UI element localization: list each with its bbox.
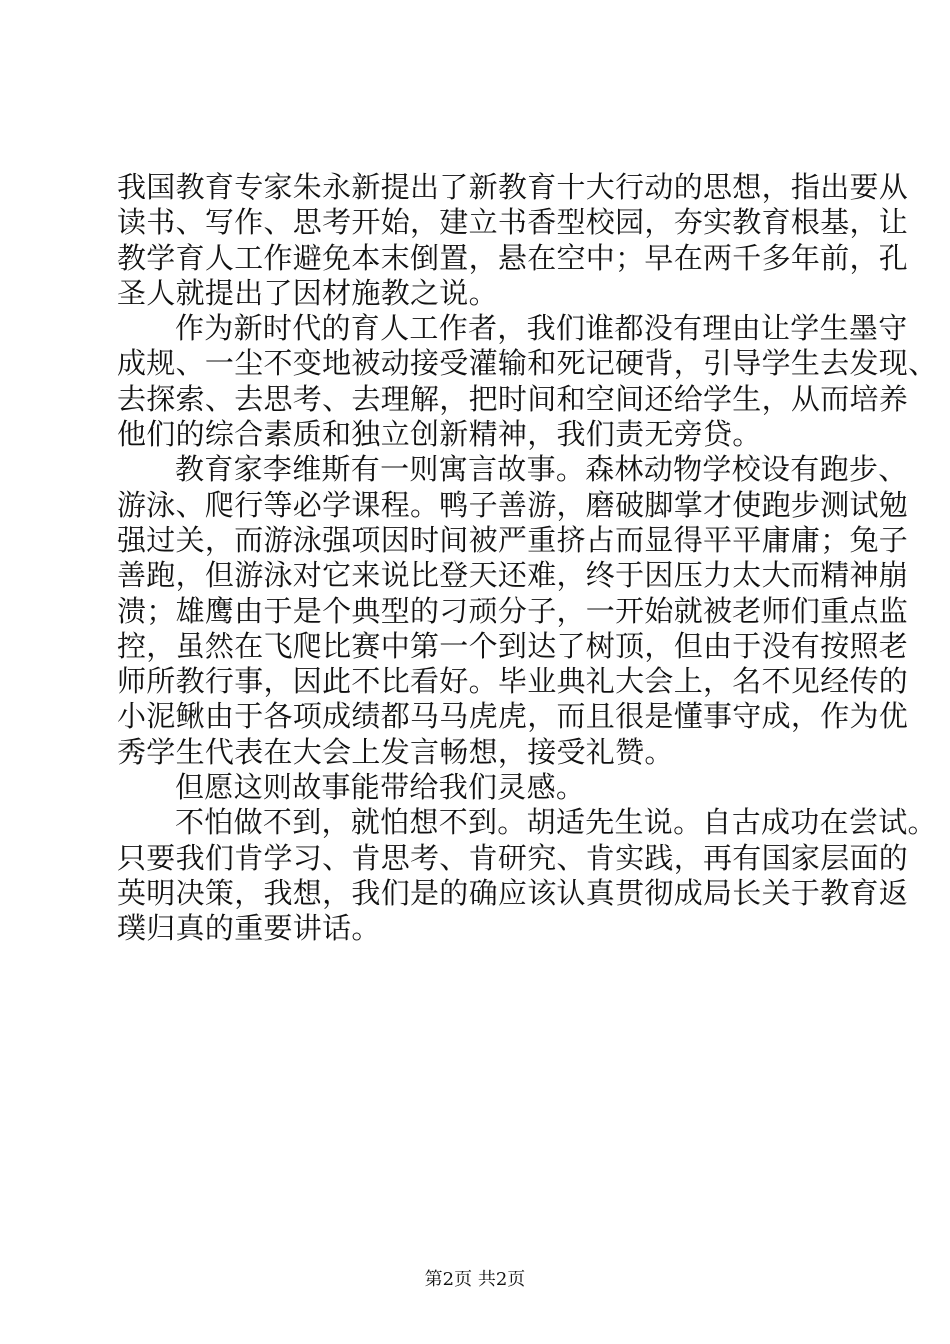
text-line: 英明决策，我想，我们是的确应该认真贯彻成局长关于教育返 [117, 875, 909, 910]
page-footer: 第2页 共2页 [424, 1269, 526, 1290]
text-line: 师所教行事，因此不比看好。毕业典礼大会上，名不见经传的 [117, 664, 909, 699]
text-line: 教学育人工作避免本末倒置，悬在空中；早在两千多年前，孔 [117, 240, 909, 275]
text-line: 强过关，而游泳强项因时间被严重挤占而显得平平庸庸；兔子 [117, 522, 909, 557]
text-line: 小泥鳅由于各项成绩都马马虎虎，而且很是懂事守成，作为优 [117, 699, 909, 734]
text-line: 游泳、爬行等必学课程。鸭子善游，磨破脚掌才使跑步测试勉 [117, 487, 909, 522]
text-line: 去探索、去思考、去理解，把时间和空间还给学生，从而培养 [117, 381, 909, 416]
paragraph-first-line: 教育家李维斯有一则寓言故事。森林动物学校设有跑步、 [175, 452, 908, 487]
paragraph-first-line: 但愿这则故事能带给我们灵感。 [175, 770, 586, 805]
text-line: 读书、写作、思考开始，建立书香型校园，夯实教育根基，让 [117, 205, 909, 240]
text-line: 善跑，但游泳对它来说比登天还难，终于因压力太大而精神崩 [117, 558, 909, 593]
text-line: 圣人就提出了因材施教之说。 [117, 275, 498, 310]
text-line: 成规、一尘不变地被动接受灌输和死记硬背，引导学生去发现、 [117, 346, 938, 381]
paragraph-first-line: 不怕做不到，就怕想不到。胡适先生说。自古成功在尝试。 [175, 805, 937, 840]
text-line: 璞归真的重要讲话。 [117, 911, 381, 946]
document-body [117, 170, 938, 947]
text-line: 他们的综合素质和独立创新精神，我们责无旁贷。 [117, 417, 762, 452]
text-line: 只要我们肯学习、肯思考、肯研究、肯实践，再有国家层面的 [117, 840, 909, 875]
text-line: 秀学生代表在大会上发言畅想，接受礼赞。 [117, 734, 674, 769]
paragraph-first-line: 作为新时代的育人工作者，我们谁都没有理由让学生墨守 [175, 311, 908, 346]
text-line: 溃；雄鹰由于是个典型的刁顽分子，一开始就被老师们重点监 [117, 593, 909, 628]
text-line: 我国教育专家朱永新提出了新教育十大行动的思想，指出要从 [117, 170, 909, 204]
text-line: 控，虽然在飞爬比赛中第一个到达了树顶，但由于没有按照老 [117, 628, 909, 663]
